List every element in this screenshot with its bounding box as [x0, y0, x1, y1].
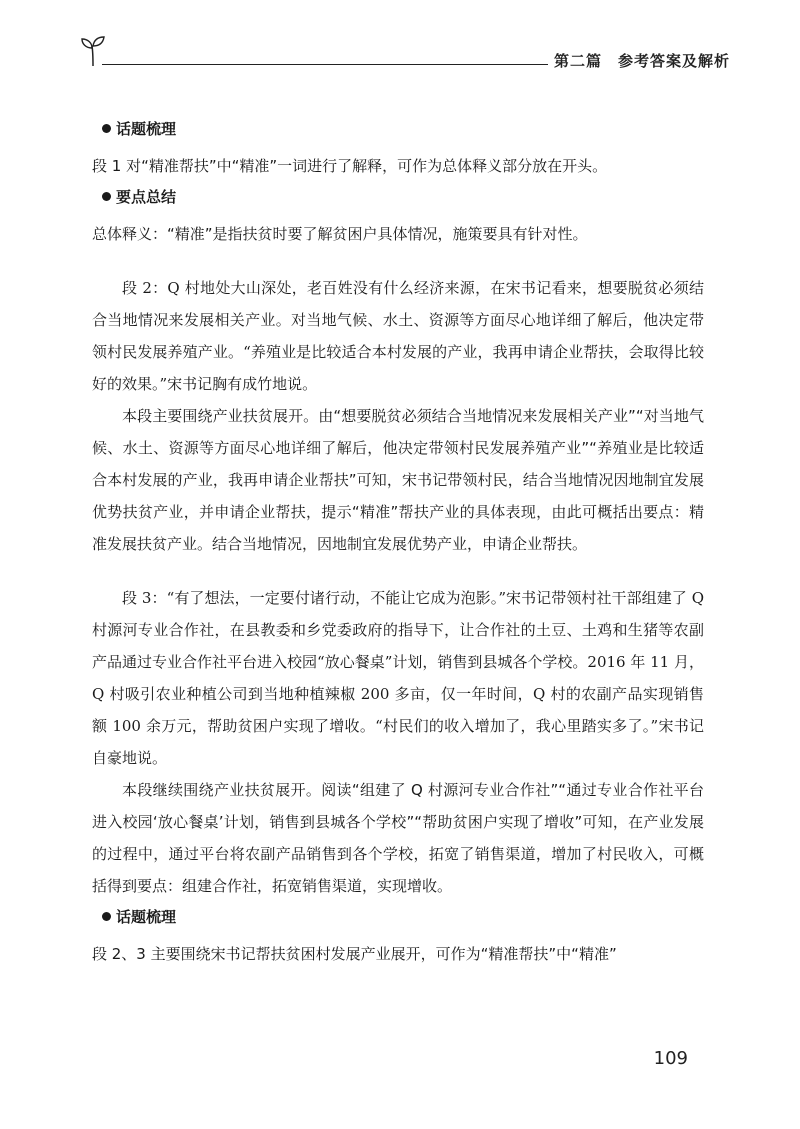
page-header [80, 34, 730, 74]
bullet-icon [102, 124, 111, 133]
topic-paragraph-2: 段 2、3 主要围绕宋书记帮扶贫困村发展产业展开，可作为“精准帮扶”中“精准” [92, 945, 617, 963]
analysis-2: 本段主要围绕产业扶贫展开。由“想要脱贫必须结合当地情况来发展相关产业”“对当地气候、水土、资源等方面尽心地详细了解后，他决定带领村民发展养殖产业”“养殖业是比较适合本村发展的产业，我再申请企业帮扶”可知，宋书记带领村民，结合当地情况因地制宜发展优势扶贫产业，并申请企业帮扶，提示“精准”帮扶产业的具体表现，由此可概括出要点：精准发展扶贫产业。结合当地情况，因地制宜发展优势产业，申请企业帮扶。 [92, 407, 704, 553]
bullet-icon [102, 912, 111, 921]
analysis-3: 本段继续围绕产业扶贫展开。阅读“组建了 Q 村源河专业合作社”“通过专业合作社平台进入校园‘放心餐桌’计划，销售到县城各个学校”“帮助贫困户实现了增收”可知，在产业发展的过程中，通过平台将农副产品销售到各个学校，拓宽了销售渠道，增加了村民收入，可概括得到要点：组建合作社，拓宽销售渠道，实现增收。 [92, 781, 704, 895]
bullet-icon [102, 192, 111, 201]
page-content [92, 118, 704, 970]
topic-heading-label: 话题梳理 [116, 120, 177, 138]
topic-heading-2 [92, 906, 704, 928]
topic-heading [92, 118, 704, 140]
passage-3: 段 3：“有了想法，一定要付诸行动，不能让它成为泡影。”宋书记带领村社干部组建了 Q 村源河专业合作社，在县教委和乡党委政府的指导下，让合作社的土豆、土鸡和生猪等农副产品通过专业合作社平台进入校园“放心餐桌”计划，销售到县城各个学校。2016 年 11 月，Q 村吸引农业种植公司到当地种植辣椒 200 多亩，仅一年时间，Q 村的农副产品实现销售额 100 余万元，帮助贫困户实现了增收。“村民们的收入增加了，我心里踏实多了。”宋书记自豪地说。 [92, 589, 704, 767]
sprout-icon [80, 34, 106, 68]
summary-paragraph: 总体释义：“精准”是指扶贫时要了解贫困户具体情况，施策要具有针对性。 [92, 225, 588, 243]
passage-2: 段 2：Q 村地处大山深处，老百姓没有什么经济来源，在宋书记看来，想要脱贫必须结合当地情况来发展相关产业。对当地气候、水土、资源等方面尽心地详细了解后，他决定带领村民发展养殖产业。“养殖业是比较适合本村发展的产业，我再申请企业帮扶，会取得比较好的效果。”宋书记胸有成竹地说。 [92, 279, 704, 393]
summary-heading-label: 要点总结 [116, 188, 177, 206]
header-rule [102, 64, 548, 65]
topic-paragraph: 段 1 对“精准帮扶”中“精准”一词进行了解释，可作为总体释义部分放在开头。 [92, 157, 608, 175]
page-number: 109 [653, 1048, 688, 1069]
summary-heading [92, 186, 704, 208]
header-title: 第二篇 参考答案及解析 [553, 52, 730, 70]
topic-heading-2-label: 话题梳理 [116, 908, 177, 926]
